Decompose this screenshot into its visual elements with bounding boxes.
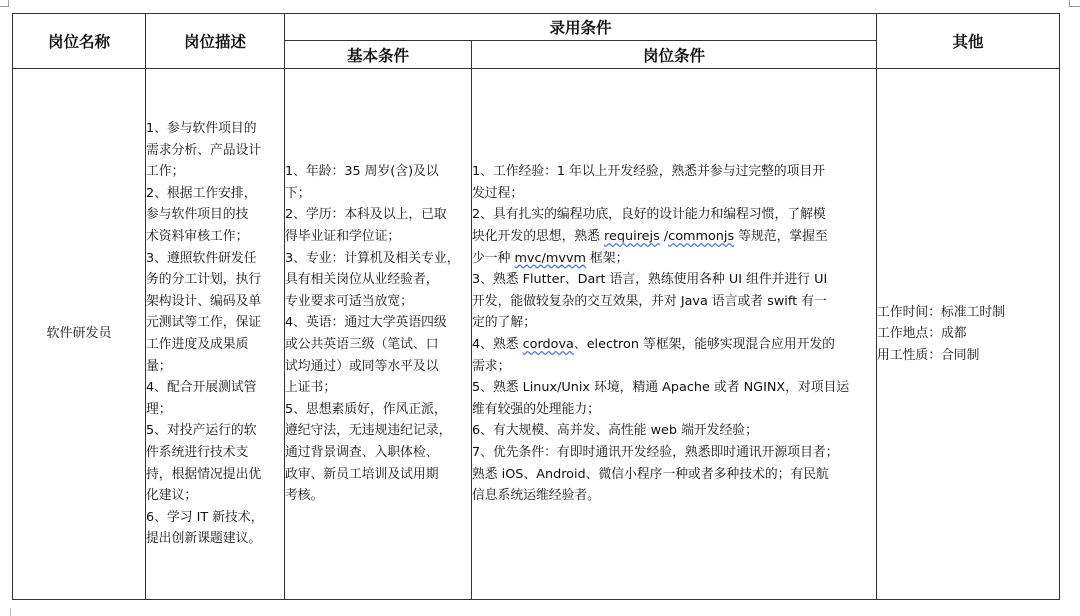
- text-line: 熟悉 iOS、Android、微信小程序一种或者多种技术的；有民航: [472, 466, 829, 482]
- text-line: 或公共英语三级（笔试、口: [285, 337, 439, 352]
- text-line: 工作地点：成都: [877, 326, 967, 342]
- text-line: 考核。: [285, 488, 324, 504]
- table-row: [13, 69, 1060, 600]
- header-basic-conditions: 基本条件: [285, 41, 472, 69]
- text-line: 上证书；: [285, 380, 337, 396]
- basic-conditions-cell: [285, 69, 472, 600]
- text-line: 5、思想素质好，作风正派，: [285, 401, 447, 417]
- spellcheck-underlined-word: mvc/mvvm: [514, 250, 586, 266]
- text-line: 定的了解；: [472, 315, 536, 331]
- text-line: 3、遵照软件研发任: [146, 250, 257, 266]
- sheet-corner-top-left: [0, 0, 9, 7]
- text-line: 维有较强的处理能力；: [472, 401, 600, 417]
- basic-conditions-lines: [285, 161, 471, 507]
- text-line: 4、配合开展测试管: [146, 380, 257, 396]
- text-line: 专业要求可适当放宽；: [285, 293, 413, 309]
- text-line: 1、参与软件项目的: [146, 121, 257, 137]
- header-row-top: [13, 14, 1060, 41]
- text-line: 7、优先条件：有即时通讯开发经验，熟悉即时通讯开源项目者；: [472, 444, 839, 460]
- header-position-name: 岗位名称: [13, 14, 146, 69]
- text-line: 试均通过）或同等水平及以: [285, 358, 439, 374]
- text-line: 参与软件项目的技: [146, 207, 249, 223]
- header-position-description: 岗位描述: [146, 14, 285, 69]
- spellcheck-underlined-word: requirejs: [604, 229, 660, 245]
- text-line: 块化开发的思想，熟悉 requirejs /commonjs 等规范，掌握至: [472, 229, 828, 245]
- other-lines: [877, 302, 1059, 367]
- position-conditions-cell: [472, 69, 877, 600]
- header-other: 其他: [877, 14, 1060, 69]
- text-line: 少一种 mvc/mvvm 框架；: [472, 250, 629, 266]
- text-line: 开发，能做较复杂的交互效果，并对 Java 语言或者 swift 有一: [472, 293, 827, 309]
- spellcheck-underlined-word: commonjs: [668, 229, 735, 245]
- text-line: 件系统进行技术支: [146, 444, 249, 460]
- text-line: 持，根据情况提出优: [146, 466, 262, 482]
- text-line: 信息系统运维经验者。: [472, 488, 600, 504]
- position-conditions-lines: [472, 161, 876, 507]
- header-hiring-conditions: 录用条件: [285, 14, 877, 41]
- text-line: 5、对投产运行的软: [146, 423, 257, 439]
- text-line: 4、英语：通过大学英语四级: [285, 315, 447, 331]
- text-line: 3、专业：计算机及相关专业，: [285, 250, 460, 266]
- text-line: 1、工作经验：1 年以上开发经验，熟悉并参与过完整的项目开: [472, 164, 826, 180]
- text-line: 6、学习 IT 新技术，: [146, 509, 264, 525]
- text-line: 需求分析、产品设计: [146, 142, 262, 158]
- text-line: 发过程；: [472, 185, 524, 201]
- text-line: 工作时间：标准工时制: [877, 304, 1005, 320]
- text-line: 术资料审核工作；: [146, 229, 249, 245]
- text-line: 1、年龄：35 周岁(含)及以: [285, 164, 439, 180]
- text-line: 量；: [146, 358, 172, 374]
- text-line: 通过背景调查、入职体检、: [285, 444, 439, 460]
- text-line: 遵纪守法，无违规违纪记录，: [285, 423, 452, 439]
- sheet-corner-top-right: [1069, 0, 1080, 7]
- text-line: 下；: [285, 185, 311, 201]
- text-line: 2、具有扎实的编程功底，良好的设计能力和编程习惯，了解模: [472, 207, 826, 223]
- text-line: 提出创新课题建议。: [146, 531, 262, 547]
- other-cell: [877, 69, 1060, 600]
- text-line: 元测试等工作，保证: [146, 315, 262, 331]
- spellcheck-underlined-word: cordova: [522, 337, 574, 352]
- text-line: 4、熟悉 cordova、electron 等框架，能够实现混合应用开发的: [472, 337, 835, 352]
- text-line: 2、学历：本科及以上，已取: [285, 207, 447, 223]
- text-line: 需求；: [472, 358, 511, 374]
- text-line: 3、熟悉 Flutter、Dart 语言，熟练使用各种 UI 组件并进行 UI: [472, 272, 828, 288]
- text-line: 工作进度及成果质: [146, 337, 249, 352]
- text-line: 得毕业证和学位证；: [285, 229, 401, 245]
- description-lines: [146, 118, 284, 550]
- job-requirements-table: [12, 13, 1060, 600]
- text-line: 工作；: [146, 164, 185, 180]
- sheet-corner-bottom-left: [0, 608, 11, 616]
- text-line: 5、熟悉 Linux/Unix 环境，精通 Apache 或者 NGINX，对项目运: [472, 380, 850, 396]
- text-line: 政审、新员工培训及试用期: [285, 466, 439, 482]
- position-name-cell: 软件研发员: [13, 69, 146, 600]
- text-line: 2、根据工作安排，: [146, 185, 257, 201]
- position-description-cell: [146, 69, 285, 600]
- text-line: 化建议；: [146, 488, 198, 504]
- text-line: 架构设计、编码及单: [146, 293, 262, 309]
- header-position-conditions: 岗位条件: [472, 41, 877, 69]
- text-line: 理；: [146, 401, 172, 417]
- text-line: 具有相关岗位从业经验者，: [285, 272, 439, 288]
- text-line: 用工性质：合同制: [877, 347, 980, 363]
- text-line: 务的分工计划，执行: [146, 272, 262, 288]
- text-line: 6、有大规模、高并发、高性能 web 端开发经验；: [472, 423, 758, 439]
